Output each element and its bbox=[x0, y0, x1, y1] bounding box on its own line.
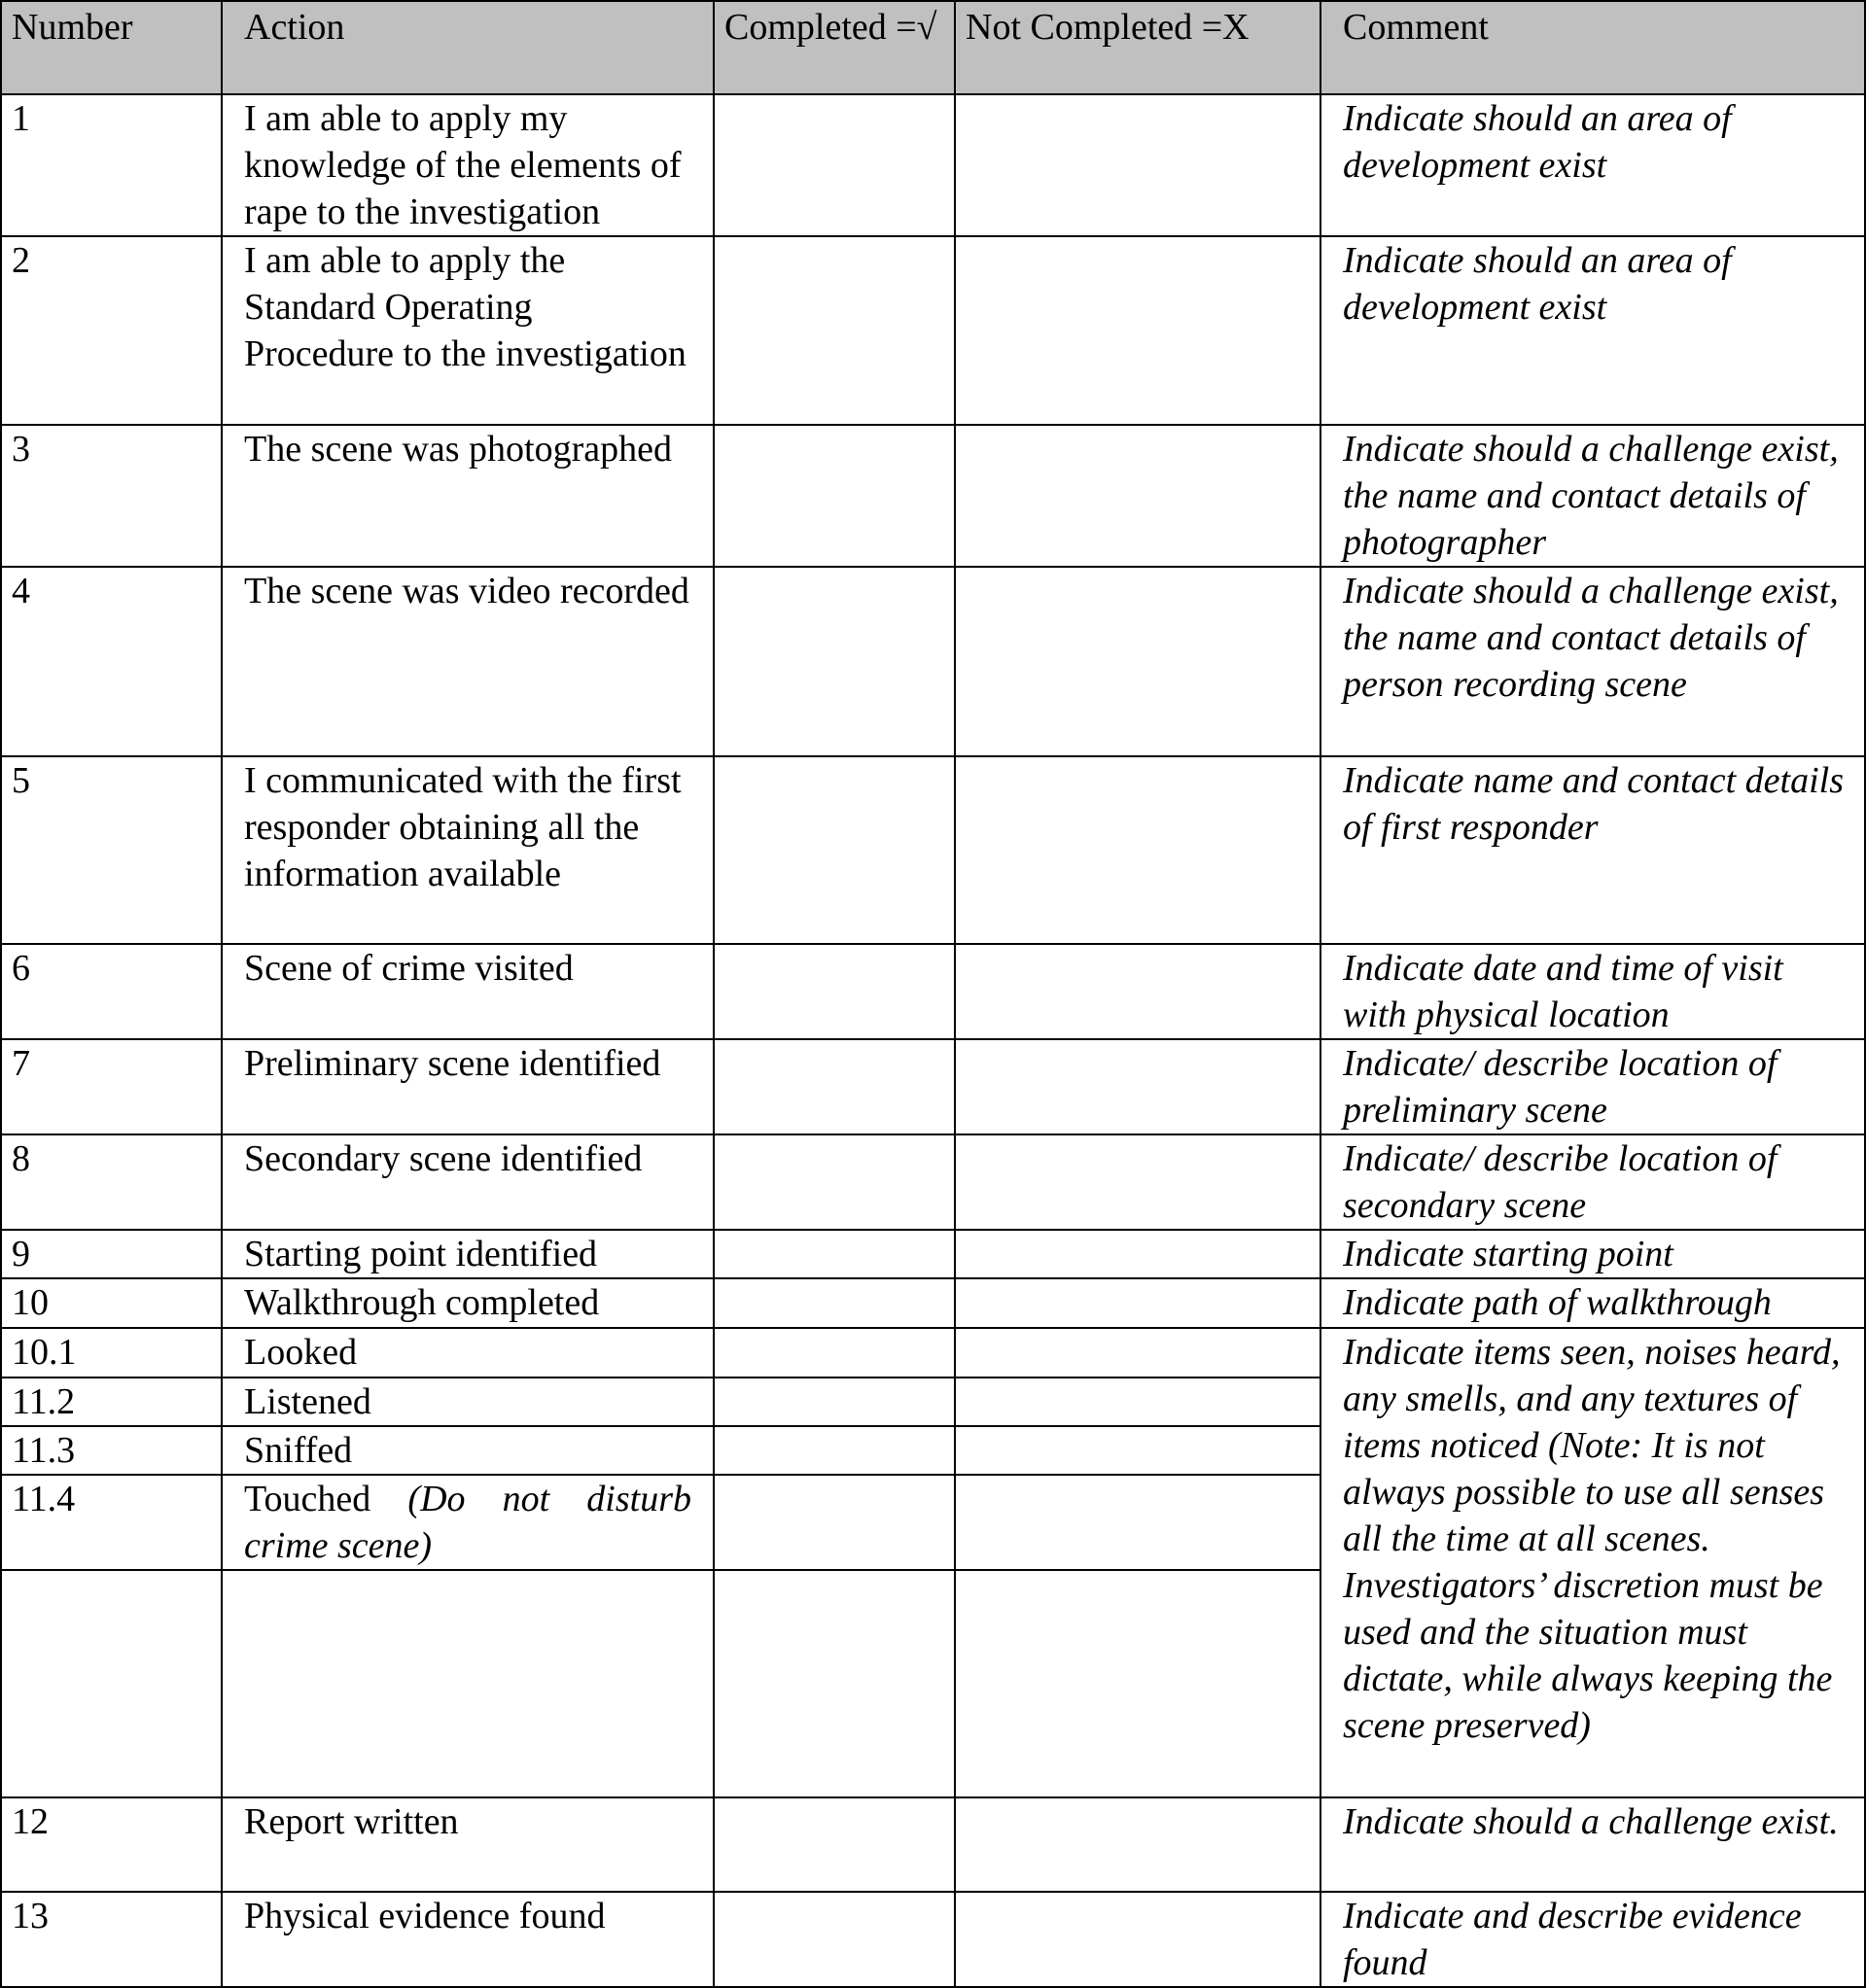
completed-cell[interactable] bbox=[714, 1230, 955, 1278]
row-comment[interactable]: Indicate should an area of development exist bbox=[1320, 94, 1865, 236]
completed-cell[interactable] bbox=[714, 94, 955, 236]
row-number-empty bbox=[1, 1570, 222, 1797]
row-number: 10 bbox=[1, 1278, 222, 1328]
not-completed-cell[interactable] bbox=[955, 1039, 1320, 1134]
row-action: Looked bbox=[222, 1328, 714, 1378]
table-row bbox=[1, 94, 1865, 236]
table-row bbox=[1, 1230, 1865, 1278]
not-completed-cell[interactable] bbox=[955, 94, 1320, 236]
row-action: Secondary scene identified bbox=[222, 1134, 714, 1230]
row-number: 2 bbox=[1, 236, 222, 425]
not-completed-cell[interactable] bbox=[955, 1892, 1320, 1987]
not-completed-cell[interactable] bbox=[955, 944, 1320, 1039]
row-action: Walkthrough completed bbox=[222, 1278, 714, 1328]
header-action: Action bbox=[222, 1, 714, 94]
table-row bbox=[1, 1797, 1865, 1892]
row-number: 11.4 bbox=[1, 1475, 222, 1570]
not-completed-cell[interactable] bbox=[955, 236, 1320, 425]
row-number: 7 bbox=[1, 1039, 222, 1134]
completed-cell[interactable] bbox=[714, 1378, 955, 1426]
completed-cell[interactable] bbox=[714, 1328, 955, 1378]
table-row bbox=[1, 1892, 1865, 1987]
row-comment[interactable]: Indicate should a challenge exist, the name and contact details of person recording scene bbox=[1320, 567, 1865, 756]
row-number: 4 bbox=[1, 567, 222, 756]
table-row bbox=[1, 567, 1865, 756]
completed-cell[interactable] bbox=[714, 1426, 955, 1475]
row-action-empty bbox=[222, 1570, 714, 1797]
not-completed-cell[interactable] bbox=[955, 1426, 1320, 1475]
header-completed: Completed =√ bbox=[714, 1, 955, 94]
row-number: 3 bbox=[1, 425, 222, 567]
not-completed-cell[interactable] bbox=[955, 1230, 1320, 1278]
completed-cell[interactable] bbox=[714, 756, 955, 944]
row-number: 9 bbox=[1, 1230, 222, 1278]
row-comment[interactable]: Indicate should a challenge exist, the name and contact details of photographer bbox=[1320, 425, 1865, 567]
completed-cell[interactable] bbox=[714, 1892, 955, 1987]
row-action: I communicated with the first responder obtaining all the information available bbox=[222, 756, 714, 944]
row-number: 8 bbox=[1, 1134, 222, 1230]
row-action: The scene was video recorded bbox=[222, 567, 714, 756]
not-completed-cell[interactable] bbox=[955, 567, 1320, 756]
row-comment[interactable]: Indicate/ describe location of secondary scene bbox=[1320, 1134, 1865, 1230]
table-row bbox=[1, 1134, 1865, 1230]
not-completed-cell[interactable] bbox=[955, 1378, 1320, 1426]
row-action: The scene was photographed bbox=[222, 425, 714, 567]
senses-comment[interactable]: Indicate items seen, noises heard, any smells, and any textures of items noticed (Note: It is not always possible to use all senses all the time at all scenes. Investigators’ discretion must be used and the situation must dictate, while always keeping the scene preserved) bbox=[1320, 1328, 1865, 1797]
row-number: 10.1 bbox=[1, 1328, 222, 1378]
row-action: Sniffed bbox=[222, 1426, 714, 1475]
header-row bbox=[1, 1, 1865, 94]
completed-cell[interactable] bbox=[714, 1039, 955, 1134]
completed-cell[interactable] bbox=[714, 1570, 955, 1797]
table-row bbox=[1, 944, 1865, 1039]
not-completed-cell[interactable] bbox=[955, 1797, 1320, 1892]
row-action: I am able to apply the Standard Operating Procedure to the investigation bbox=[222, 236, 714, 425]
completed-cell[interactable] bbox=[714, 425, 955, 567]
action-note: (Do not disturb crime scene) bbox=[244, 1479, 691, 1566]
table-row bbox=[1, 756, 1865, 944]
row-comment[interactable]: Indicate date and time of visit with physical location bbox=[1320, 944, 1865, 1039]
header-not-completed: Not Completed =X bbox=[955, 1, 1320, 94]
not-completed-cell[interactable] bbox=[955, 1328, 1320, 1378]
not-completed-cell[interactable] bbox=[955, 1475, 1320, 1570]
not-completed-cell[interactable] bbox=[955, 1134, 1320, 1230]
row-action: Scene of crime visited bbox=[222, 944, 714, 1039]
row-comment[interactable]: Indicate path of walkthrough bbox=[1320, 1278, 1865, 1328]
table-row bbox=[1, 236, 1865, 425]
completed-cell[interactable] bbox=[714, 567, 955, 756]
row-number: 1 bbox=[1, 94, 222, 236]
row-comment[interactable]: Indicate starting point bbox=[1320, 1230, 1865, 1278]
action-text: Touched bbox=[244, 1479, 371, 1519]
not-completed-cell[interactable] bbox=[955, 1278, 1320, 1328]
completed-cell[interactable] bbox=[714, 944, 955, 1039]
header-number: Number bbox=[1, 1, 222, 94]
row-number: 11.3 bbox=[1, 1426, 222, 1475]
not-completed-cell[interactable] bbox=[955, 1570, 1320, 1797]
row-action bbox=[222, 1475, 714, 1570]
row-number: 6 bbox=[1, 944, 222, 1039]
completed-cell[interactable] bbox=[714, 1475, 955, 1570]
row-comment[interactable]: Indicate and describe evidence found bbox=[1320, 1892, 1865, 1987]
row-comment[interactable]: Indicate should a challenge exist. bbox=[1320, 1797, 1865, 1892]
not-completed-cell[interactable] bbox=[955, 425, 1320, 567]
row-number: 5 bbox=[1, 756, 222, 944]
row-number: 11.2 bbox=[1, 1378, 222, 1426]
row-action: Starting point identified bbox=[222, 1230, 714, 1278]
table-row bbox=[1, 1039, 1865, 1134]
row-action: Report written bbox=[222, 1797, 714, 1892]
table-row bbox=[1, 425, 1865, 567]
row-comment[interactable]: Indicate name and contact details of first responder bbox=[1320, 756, 1865, 944]
completed-cell[interactable] bbox=[714, 1278, 955, 1328]
table-row bbox=[1, 1278, 1865, 1328]
not-completed-cell[interactable] bbox=[955, 756, 1320, 944]
row-action: Preliminary scene identified bbox=[222, 1039, 714, 1134]
row-action: Listened bbox=[222, 1378, 714, 1426]
table-row bbox=[1, 1328, 1865, 1378]
completed-cell[interactable] bbox=[714, 1134, 955, 1230]
header-comment: Comment bbox=[1320, 1, 1865, 94]
completed-cell[interactable] bbox=[714, 1797, 955, 1892]
completed-cell[interactable] bbox=[714, 236, 955, 425]
row-number: 13 bbox=[1, 1892, 222, 1987]
row-action: Physical evidence found bbox=[222, 1892, 714, 1987]
row-action: I am able to apply my knowledge of the elements of rape to the investigation bbox=[222, 94, 714, 236]
row-number: 12 bbox=[1, 1797, 222, 1892]
row-comment[interactable]: Indicate should an area of development exist bbox=[1320, 236, 1865, 425]
row-comment[interactable]: Indicate/ describe location of preliminary scene bbox=[1320, 1039, 1865, 1134]
